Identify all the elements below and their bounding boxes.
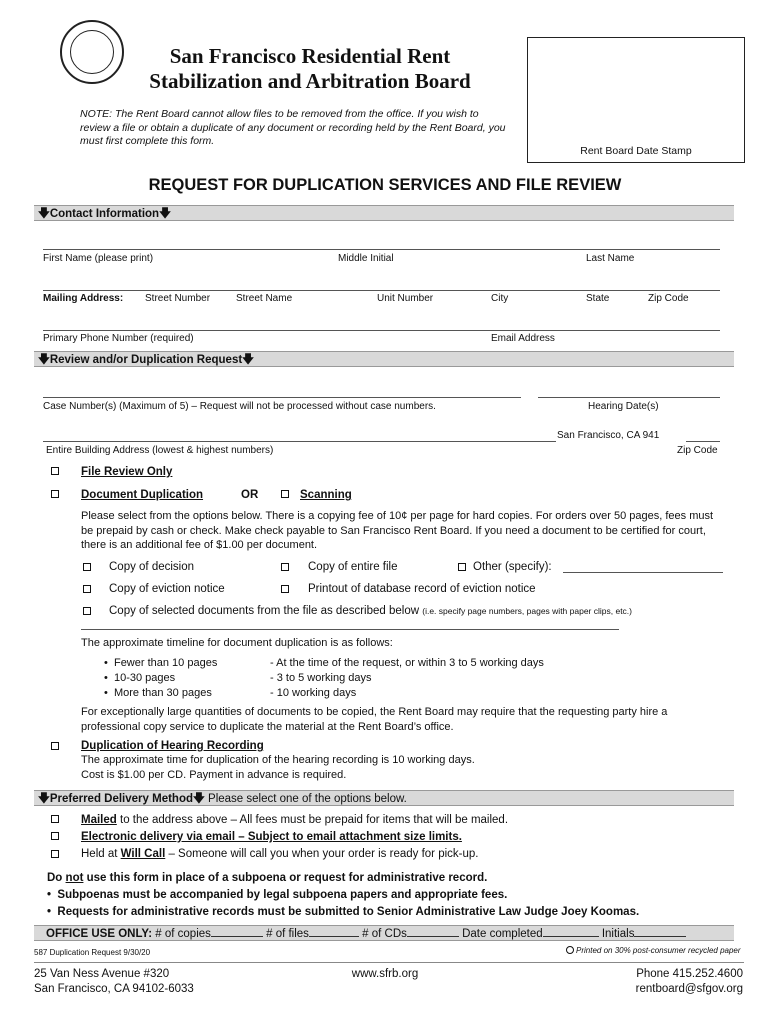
down-arrow-icon: 🡇: [193, 793, 205, 805]
other-label: Other (specify):: [473, 561, 552, 573]
case-numbers-label: Case Number(s) (Maximum of 5) – Request will not be processed without case numbers.: [43, 401, 436, 412]
files-label: # of files: [266, 928, 309, 940]
initials-label: Initials: [601, 928, 635, 940]
middle-initial-label: Middle Initial: [338, 253, 394, 264]
email-delivery-label: Electronic delivery via email – Subject to email attachment size limits.: [81, 831, 462, 843]
timeline-list: [104, 656, 544, 701]
recycle-icon: [566, 946, 574, 954]
large-quantity-note: For exceptionally large quantities of documents to be copied, the Rent Board may require that the requesting party hire a professional copy service to duplicate the material at the Rent Board’s office.: [81, 706, 668, 733]
office-use-bar: [34, 925, 734, 941]
down-arrow-icon: 🡇: [38, 793, 50, 805]
copies-field[interactable]: [211, 926, 263, 937]
mailing-address-label: Mailing Address:: [43, 293, 124, 304]
warning-bullet-1: • Subpoenas must be accompanied by legal subpoena papers and appropriate fees.: [47, 889, 508, 901]
address-line[interactable]: [43, 290, 720, 291]
copy-entire-file-checkbox[interactable]: [281, 563, 289, 571]
copy-selected-label: Copy of selected documents from the file as described below (i.e. specify page numbers, pages with paper clips, etc.): [109, 605, 633, 617]
sf-prefix: San Francisco, CA 941: [557, 430, 660, 441]
street-name-label: Street Name: [236, 293, 293, 304]
printout-database-label: Printout of database record of eviction notice: [308, 583, 536, 595]
mailed-checkbox[interactable]: [51, 815, 59, 823]
copy-selected-hint: (i.e. specify page numbers, pages with paper clips, etc.): [422, 606, 633, 616]
hearing-date-line[interactable]: [538, 397, 720, 398]
last-name-label: Last Name: [586, 253, 635, 264]
document-duplication-label: Document Duplication: [81, 489, 204, 501]
cds-label: # of CDs: [362, 928, 407, 940]
form-id: 587 Duplication Request 9/30/20: [34, 948, 151, 957]
zip-suffix-line[interactable]: [686, 441, 720, 442]
copy-decision-checkbox[interactable]: [83, 563, 91, 571]
first-name-label: First Name (please print): [43, 253, 154, 264]
cds-field[interactable]: [407, 926, 459, 937]
office-use-label: OFFICE USE ONLY:: [46, 928, 153, 940]
other-checkbox[interactable]: [458, 563, 466, 571]
printout-database-checkbox[interactable]: [281, 585, 289, 593]
footer-divider: [34, 962, 744, 963]
copies-label: # of copies: [155, 928, 211, 940]
down-arrow-icon: 🡇: [159, 208, 171, 220]
date-stamp-label: Rent Board Date Stamp: [580, 145, 692, 157]
building-zip-label: Zip Code: [677, 445, 718, 456]
timeline-row: • Fewer than 10 pages - At the time of the request, or within 3 to 5 working days: [104, 657, 544, 669]
email-label: Email Address: [491, 333, 555, 344]
scanning-label: Scanning: [300, 489, 352, 501]
will-call-label: Held at Will Call – Someone will call you when your order is ready for pick-up.: [81, 848, 479, 860]
footer-contact: [636, 967, 743, 997]
down-arrow-icon: 🡇: [242, 354, 254, 366]
or-label: OR: [241, 489, 259, 501]
state-label: State: [586, 293, 610, 304]
contact-section-header: 🡇Contact Information🡇: [34, 205, 734, 221]
initials-field[interactable]: [634, 926, 686, 937]
city-label: City: [491, 293, 509, 304]
date-completed-field[interactable]: [543, 926, 599, 937]
delivery-section-header: 🡇Preferred Delivery Method🡇 Please select one of the options below.: [34, 790, 734, 806]
email-delivery-checkbox[interactable]: [51, 832, 59, 840]
copy-eviction-notice-checkbox[interactable]: [83, 585, 91, 593]
subpoena-warning: Do not use this form in place of a subpoena or request for administrative record.: [47, 872, 488, 884]
unit-number-label: Unit Number: [377, 293, 434, 304]
phone-label: Primary Phone Number (required): [43, 333, 194, 344]
selected-docs-line[interactable]: [81, 629, 619, 630]
recording-line-2: Cost is $1.00 per CD. Payment in advance is required.: [81, 769, 347, 781]
footer-phone: Phone 415.252.4600: [636, 968, 743, 980]
recycled-note: Printed on 30% post-consumer recycled paper: [566, 946, 741, 955]
copy-decision-label: Copy of decision: [109, 561, 195, 573]
fee-description: Please select from the options below. There is a copying fee of 10¢ per page for hard copies. For orders over 50 pages, fees must be prepaid by cash or check. Make check payable to San Francisco Rent Board. If you need a document to be certified for court, there is an additional fee of $1.00 per document.: [81, 510, 714, 551]
hearing-recording-label: Duplication of Hearing Recording: [81, 740, 264, 752]
recording-line-1: The approximate time for duplication of the hearing recording is 10 working days.: [81, 754, 475, 766]
seal-emblem-icon: [70, 30, 114, 74]
down-arrow-icon: 🡇: [38, 208, 50, 220]
timeline-row: • More than 30 pages - 10 working days: [104, 687, 357, 699]
copy-eviction-notice-label: Copy of eviction notice: [109, 583, 225, 595]
copy-entire-file-label: Copy of entire file: [308, 561, 398, 573]
scanning-checkbox[interactable]: [281, 490, 289, 498]
timeline-intro: The approximate timeline for document duplication is as follows:: [81, 637, 393, 649]
file-review-checkbox[interactable]: [51, 467, 59, 475]
timeline-row: • 10-30 pages - 3 to 5 working days: [104, 672, 372, 684]
review-section-header: 🡇Review and/or Duplication Request🡇: [34, 351, 734, 367]
city-seal-logo: [60, 20, 124, 84]
footer-address: 25 Van Ness Avenue #320 San Francisco, CA 94102-6033: [34, 968, 194, 995]
form-title: REQUEST FOR DUPLICATION SERVICES AND FILE REVIEW: [148, 176, 622, 194]
name-line[interactable]: [43, 249, 720, 250]
mailed-label: Mailed to the address above – All fees must be prepaid for items that will be mailed.: [81, 814, 509, 826]
agency-title: San Francisco Residential Rent Stabilization and Arbitration Board: [149, 44, 471, 93]
building-address-line[interactable]: [43, 441, 556, 442]
case-number-line[interactable]: [43, 397, 521, 398]
street-number-label: Street Number: [145, 293, 211, 304]
document-duplication-checkbox[interactable]: [51, 490, 59, 498]
date-completed-label: Date completed: [462, 928, 543, 940]
delivery-instruction: Please select one of the options below.: [208, 793, 407, 805]
copy-selected-checkbox[interactable]: [83, 607, 91, 615]
phone-email-line[interactable]: [43, 330, 720, 331]
warning-bullet-2: • Requests for administrative records must be submitted to Senior Administrative Law Judge Joey Koomas.: [47, 906, 640, 918]
date-stamp-box: [527, 37, 745, 163]
hearing-dates-label: Hearing Date(s): [588, 401, 659, 412]
file-review-label: File Review Only: [81, 466, 173, 478]
down-arrow-icon: 🡇: [38, 354, 50, 366]
zip-code-label: Zip Code: [648, 293, 689, 304]
header-note: NOTE: The Rent Board cannot allow files to be removed from the office. If you wish to review a file or obtain a duplicate of any document or recording held by the Rent Board, you must first complete this form.: [80, 108, 506, 147]
footer-website[interactable]: www.sfrb.org: [351, 968, 419, 980]
will-call-checkbox[interactable]: [51, 850, 59, 858]
building-address-label: Entire Building Address (lowest & highest numbers): [46, 445, 274, 456]
other-specify-line[interactable]: [563, 572, 723, 573]
files-field[interactable]: [309, 926, 359, 937]
footer-email[interactable]: rentboard@sfgov.org: [635, 983, 743, 995]
hearing-recording-checkbox[interactable]: [51, 742, 59, 750]
